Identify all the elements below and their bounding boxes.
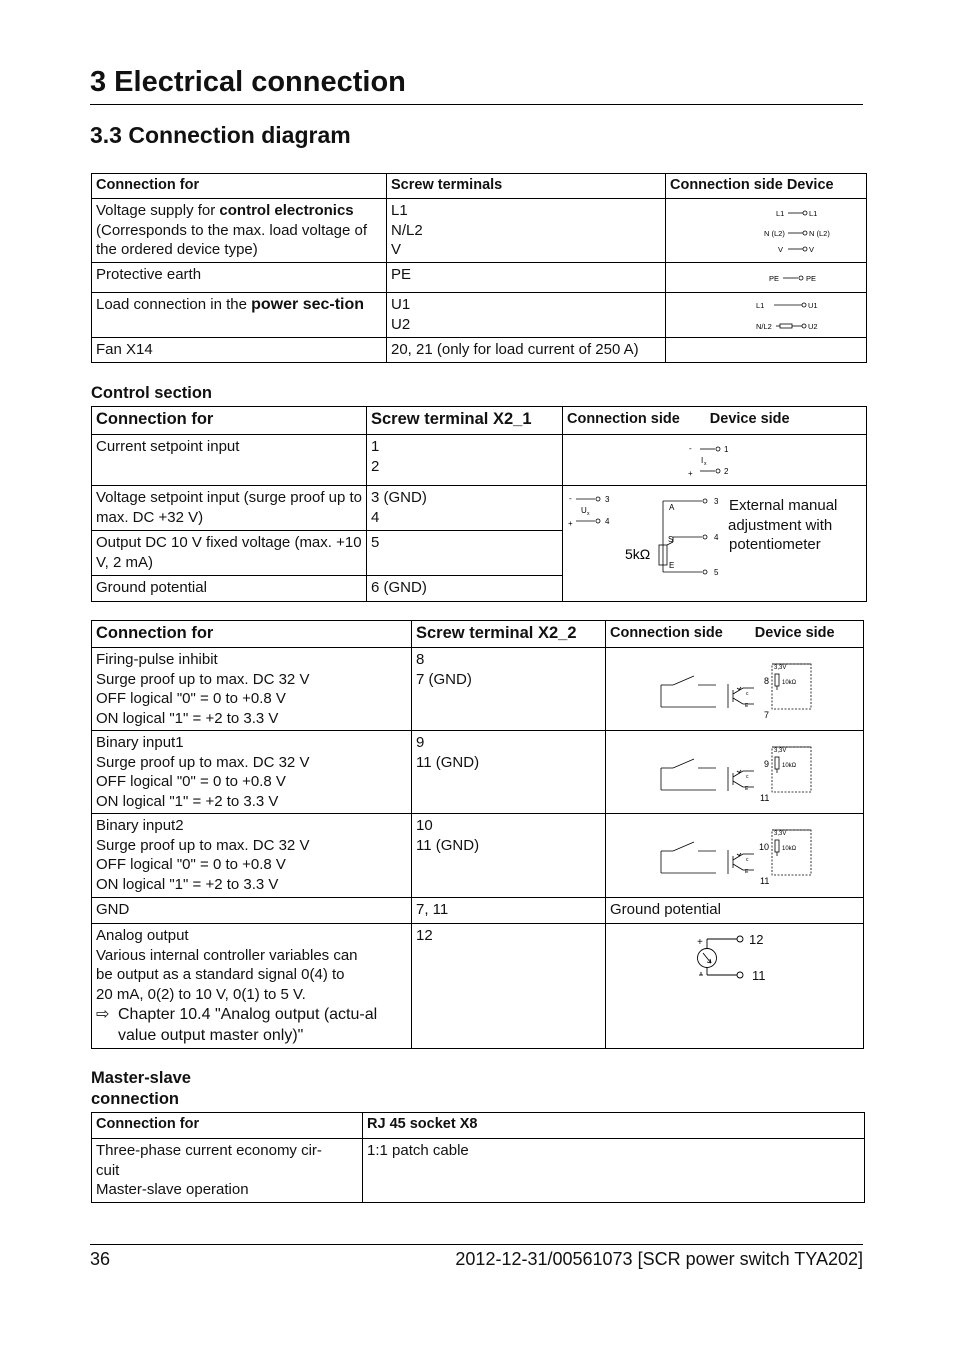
pe-wiring-diagram <box>666 263 865 291</box>
diag-plus: + <box>697 937 703 948</box>
heading-line: Master-slave <box>91 1069 191 1087</box>
header-device-side: Device side <box>709 411 790 427</box>
row-output-10v-terminal: 5 <box>367 531 563 576</box>
diag-u-l1: L1 <box>756 301 765 310</box>
chapter-reference-text: Chapter 10.4 "Analog output (actu-al value output master only)" <box>118 1006 378 1044</box>
diagram-load-connection <box>666 293 867 338</box>
row-protective-earth-terminal: PE <box>387 263 666 293</box>
diag-resistor: 10kΩ <box>782 763 797 769</box>
row-fan-desc: Fan X14 <box>92 338 387 363</box>
diag-resistor: 10kΩ <box>782 846 797 852</box>
diag-v-left: V <box>778 245 784 254</box>
diagram-control-voltage <box>666 199 867 263</box>
row-output-10v-desc: Output DC 10 V fixed voltage (max. +10 V, 2 mA) <box>92 531 367 576</box>
terminal-1: 1 <box>371 438 380 455</box>
diagram-current-setpoint <box>563 435 867 486</box>
control-section-heading: Control section <box>91 384 213 402</box>
row-fan-diagram <box>666 338 867 363</box>
control-x2-2-table <box>91 620 864 1049</box>
diag-transistor-c: c <box>746 857 749 863</box>
diag-transistor-c: c <box>746 774 749 780</box>
header-screw-terminal-x2-2: Screw terminal X2_2 <box>412 621 606 648</box>
row-load-connection-desc <box>92 293 387 338</box>
terminal-u2: U2 <box>391 315 411 333</box>
diag-transistor-e: E <box>745 786 749 792</box>
header-connection-device-side <box>563 407 867 435</box>
line: OFF logical "0" = 0 to +0.8 V <box>96 856 286 873</box>
diag-terminal-top: 9 <box>764 759 770 769</box>
potentiometer-diagram <box>563 486 865 600</box>
header-connection-side: Connection side <box>610 625 723 641</box>
terminal-2: 2 <box>371 457 380 475</box>
line: Binary input1 <box>96 734 184 751</box>
diag-u-nl2: N/L2 <box>756 322 772 331</box>
line: Surge proof up to max. DC 32 V <box>96 670 310 688</box>
header-connection-side-device: Connection side Device <box>666 174 867 199</box>
diag-plus: + <box>568 519 573 528</box>
diag-note-line-2: adjustment with <box>728 517 833 534</box>
row-current-setpoint-terminals <box>367 435 563 486</box>
diag-l1-left: L1 <box>776 209 785 218</box>
terminal-11: 11 (GND) <box>416 753 480 771</box>
row-binary-input1-terminals <box>412 731 606 814</box>
header-connection-for: Connection for <box>92 174 387 199</box>
analog-output-diagram <box>606 924 862 1047</box>
diag-transistor-e: E <box>745 869 749 875</box>
diag-ux: U <box>581 506 587 515</box>
diag-pot-t4: 4 <box>714 533 719 542</box>
header-connection-side: Connection side <box>567 411 680 427</box>
line: Three-phase current economy cir- <box>96 1142 322 1159</box>
diag-nl2-left: N (L2) <box>764 229 785 238</box>
terminal-9: 9 <box>416 734 425 751</box>
document-reference: 2012-12-31/00561073 [SCR power switch TYA202] <box>455 1249 863 1269</box>
header-screw-terminals: Screw terminals <box>387 174 666 199</box>
supply-wiring-diagram <box>666 199 865 261</box>
load-wiring-diagram <box>666 293 865 336</box>
header-screw-terminal-x2-1: Screw terminal X2_1 <box>367 407 563 435</box>
footer-rule <box>90 1244 863 1245</box>
diag-pot-e: E <box>669 561 675 570</box>
diag-transistor-c: c <box>746 691 749 697</box>
section-title: 3.3 Connection diagram <box>90 122 351 148</box>
row-rest: (Corresponds to the max. load voltage of the ordered device type) <box>96 221 367 258</box>
row-ground-potential-desc: Ground potential <box>92 576 367 602</box>
terminal-8: 8 <box>416 651 425 668</box>
row-load-connection-terminals <box>387 293 666 338</box>
row-binary-input2-desc <box>92 814 412 898</box>
diag-note-line-3: potentiometer <box>729 536 821 553</box>
header-device-side: Device side <box>754 625 835 641</box>
diagram-firing-pulse <box>606 648 864 731</box>
diag-pot-a: A <box>669 503 675 512</box>
row-firing-pulse-terminals <box>412 648 606 731</box>
row-master-slave-desc <box>92 1139 363 1203</box>
binary-input2-diagram <box>606 814 862 896</box>
diag-pot-t3: 3 <box>714 497 719 506</box>
line: Surge proof up to max. DC 32 V <box>96 836 310 854</box>
diag-voltage: 3,3V <box>774 831 787 837</box>
chapter-title: 3 Electrical connection <box>90 66 406 98</box>
line: cuit <box>96 1161 120 1179</box>
terminal-3: 3 (GND) <box>371 489 427 506</box>
diagram-protective-earth <box>666 263 867 293</box>
diag-voltage: 3,3V <box>774 665 787 671</box>
row-control-voltage-desc <box>92 199 387 263</box>
diag-pot-t5: 5 <box>714 568 719 577</box>
diag-nl2-right: N (L2) <box>809 229 830 238</box>
binary-input1-diagram <box>606 731 862 812</box>
diag-minus: - <box>569 494 572 503</box>
diag-terminal-bottom: 7 <box>764 710 770 720</box>
line: ON logical "1" = +2 to 3.3 V <box>96 792 279 810</box>
row-analog-output-desc <box>92 924 412 1049</box>
diag-voltage: 3,3V <box>774 748 787 754</box>
row-firing-pulse-desc <box>92 648 412 731</box>
diag-ix: I <box>701 456 704 465</box>
row-control-voltage-terminals <box>387 199 666 263</box>
row-pre: Voltage supply for <box>96 202 220 219</box>
master-slave-table <box>91 1112 865 1203</box>
line: Various internal controller variables can <box>96 946 358 964</box>
diag-t4: 4 <box>605 517 610 526</box>
row-bold: power sec-tion <box>251 296 365 313</box>
terminal-v: V <box>391 241 402 258</box>
row-bold: control electronics <box>219 202 354 219</box>
diag-v-right: V <box>809 245 815 254</box>
header-connection-for: Connection for <box>92 407 367 435</box>
terminal-11: 11 (GND) <box>416 836 480 854</box>
diag-pot-s: S <box>668 535 674 544</box>
firing-pulse-input-diagram <box>606 648 862 729</box>
diag-ux-sub: x <box>587 511 590 517</box>
line: Analog output <box>96 927 189 944</box>
line: ON logical "1" = +2 to 3.3 V <box>96 709 279 727</box>
right-arrow-icon: ⇨ <box>96 1006 110 1023</box>
line: Surge proof up to max. DC 32 V <box>96 753 310 771</box>
diagram-binary-input1 <box>606 731 864 814</box>
diag-u2: U2 <box>808 322 818 331</box>
row-binary-input2-terminals <box>412 814 606 898</box>
diag-l1-right: L1 <box>809 209 818 218</box>
row-analog-output-terminal: 12 <box>412 924 606 1049</box>
chapter-rule <box>90 104 863 105</box>
row-pre: Load connection in the <box>96 296 252 313</box>
heading-line: connection <box>91 1090 180 1108</box>
row-protective-earth-desc: Protective earth <box>92 263 387 293</box>
row-fan-terminal: 20, 21 (only for load current of 250 A) <box>387 338 666 363</box>
diag-terminal-12: 12 <box>749 932 764 947</box>
header-connection-for: Connection for <box>92 1113 363 1139</box>
row-binary-input1-desc <box>92 731 412 814</box>
diag-terminal-top: 10 <box>759 842 770 852</box>
header-connection-device-side <box>606 621 864 648</box>
terminal-u1: U1 <box>391 296 411 313</box>
diag-note-line-1: External manual <box>729 497 838 514</box>
row-master-slave-value: 1:1 patch cable <box>363 1139 865 1203</box>
row-gnd-desc: GND <box>92 898 412 924</box>
line: Master-slave operation <box>96 1181 249 1198</box>
row-voltage-setpoint-terminals <box>367 486 563 531</box>
diagram-binary-input2 <box>606 814 864 898</box>
diag-transistor-e: E <box>745 703 749 709</box>
diag-resistor-value: 5kΩ <box>625 546 651 562</box>
diag-t3: 3 <box>605 495 610 504</box>
chapter-cross-reference[interactable] <box>96 1004 407 1046</box>
diag-terminal-bottom: 11 <box>760 876 770 886</box>
diag-minus: - <box>689 444 692 453</box>
line: be output as a standard signal 0(4) to <box>96 966 345 983</box>
diag-terminal-top: 8 <box>764 676 770 686</box>
diagram-voltage-potentiometer <box>563 486 867 602</box>
diag-pe-right: PE <box>806 274 817 283</box>
diag-terminal-bottom: 11 <box>760 793 770 803</box>
terminal-10: 10 <box>416 817 433 834</box>
row-current-setpoint-desc: Current setpoint input <box>92 435 367 486</box>
line: ON logical "1" = +2 to 3.3 V <box>96 875 279 893</box>
diag-terminal-11: 11 <box>752 968 766 983</box>
header-rj45-socket: RJ 45 socket X8 <box>363 1113 865 1139</box>
diag-t1: 1 <box>724 445 729 454</box>
diag-ix-sub: x <box>704 461 707 467</box>
page-number: 36 <box>90 1249 111 1269</box>
line: 20 mA, 0(2) to 10 V, 0(1) to 5 V. <box>96 985 306 1003</box>
diagram-analog-output <box>606 924 864 1049</box>
header-connection-for: Connection for <box>92 621 412 648</box>
diag-resistor: 10kΩ <box>782 680 797 686</box>
terminal-4: 4 <box>371 508 380 526</box>
control-x2-1-table <box>91 406 867 602</box>
line: OFF logical "0" = 0 to +0.8 V <box>96 773 286 790</box>
line: Firing-pulse inhibit <box>96 651 218 668</box>
terminal-nl2: N/L2 <box>391 221 423 239</box>
master-slave-heading <box>91 1068 191 1110</box>
line: OFF logical "0" = 0 to +0.8 V <box>96 690 286 707</box>
diag-t2: 2 <box>724 467 729 476</box>
terminal-7: 7 (GND) <box>416 670 472 688</box>
row-gnd-terminals: 7, 11 <box>412 898 606 924</box>
diag-plus: + <box>688 469 693 478</box>
terminal-l1: L1 <box>391 202 408 219</box>
power-connection-table <box>91 173 867 363</box>
line: Binary input2 <box>96 817 184 834</box>
diag-u1: U1 <box>808 301 818 310</box>
row-ground-potential-terminal: 6 (GND) <box>367 576 563 602</box>
row-gnd-connection: Ground potential <box>606 898 864 924</box>
diag-pe-left: PE <box>769 274 780 283</box>
row-voltage-setpoint-desc: Voltage setpoint input (surge proof up to max. DC +32 V) <box>92 486 367 531</box>
current-input-diagram <box>563 435 865 484</box>
